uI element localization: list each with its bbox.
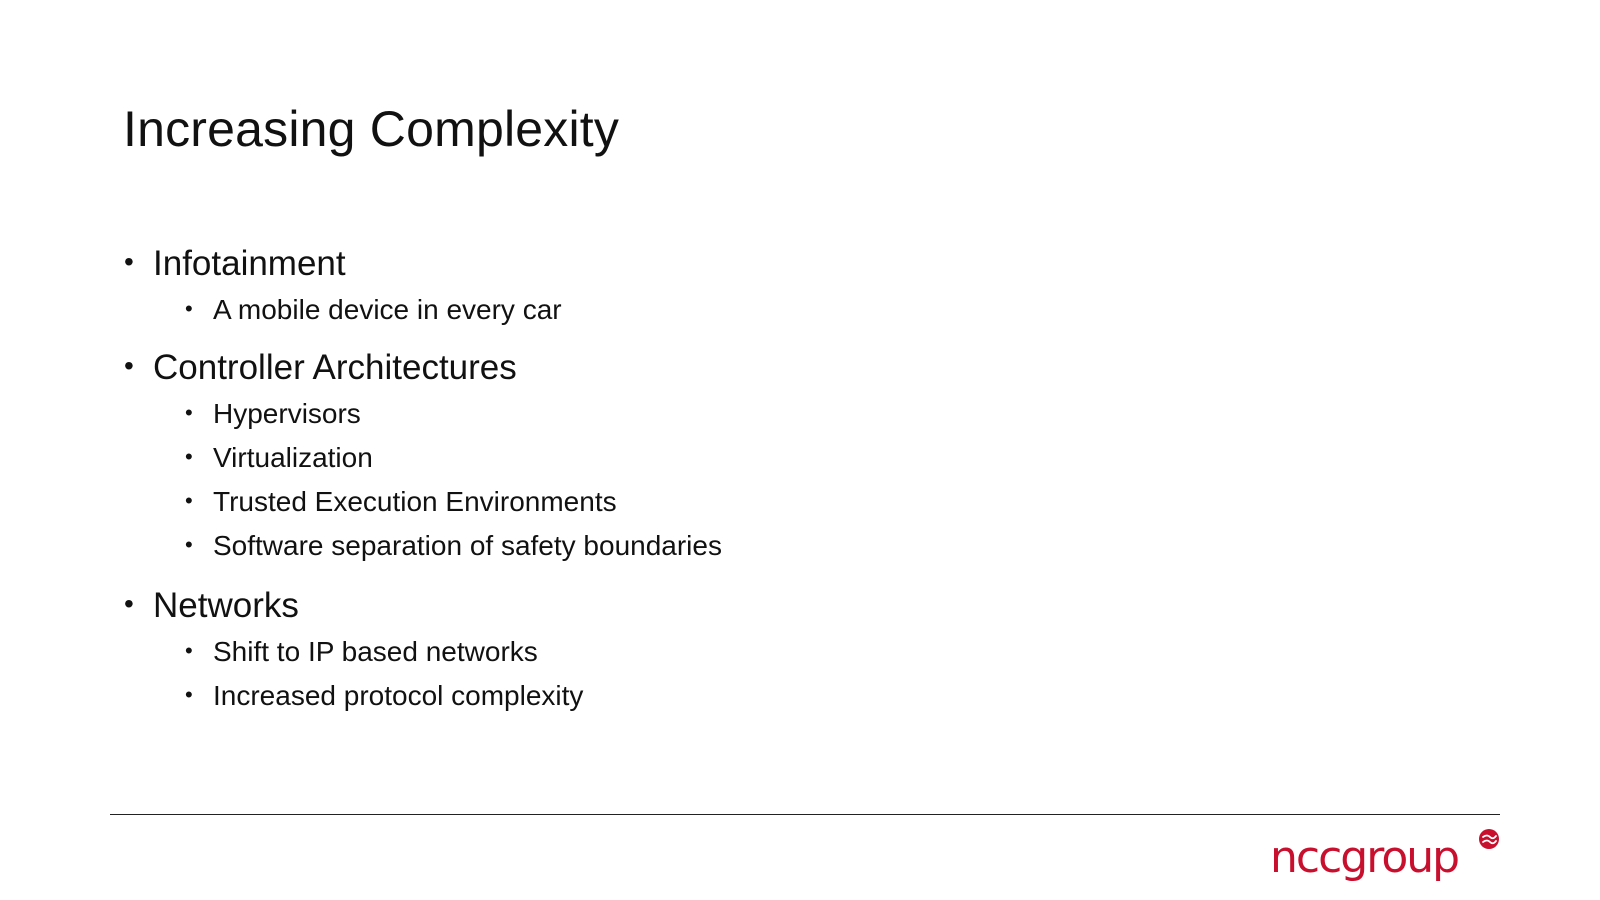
bullet-dot: • bbox=[185, 296, 193, 321]
slide-title: Increasing Complexity bbox=[123, 101, 620, 157]
bullet-dot: • bbox=[124, 246, 134, 277]
sub-bullet-label: Shift to IP based networks bbox=[213, 636, 538, 667]
sub-bullet-label: Virtualization bbox=[213, 442, 373, 473]
sub-bullet-item bbox=[185, 442, 373, 473]
sub-bullet-item bbox=[185, 398, 361, 429]
sub-bullet-label: Hypervisors bbox=[213, 398, 361, 429]
sub-bullet-item bbox=[185, 530, 722, 561]
bullet-dot: • bbox=[185, 638, 193, 663]
bullet-dot: • bbox=[185, 532, 193, 557]
sub-bullet-label: Increased protocol complexity bbox=[213, 680, 584, 711]
sub-bullet-item bbox=[185, 636, 538, 667]
bullet-dot: • bbox=[124, 588, 134, 619]
bullet-dot: • bbox=[124, 350, 134, 381]
sub-bullet-label: A mobile device in every car bbox=[213, 294, 562, 325]
bullet-dot: • bbox=[185, 400, 193, 425]
sub-bullet-item bbox=[185, 294, 562, 325]
nccgroup-logo bbox=[1270, 828, 1500, 894]
logo-wordmark: nccgroup bbox=[1270, 832, 1459, 883]
sub-bullet-label: Software separation of safety boundaries bbox=[213, 530, 722, 561]
sub-bullet-item bbox=[185, 486, 617, 517]
sub-bullet-item bbox=[185, 680, 584, 711]
bullet-item-infotainment bbox=[124, 244, 346, 283]
logo-mark-icon bbox=[1478, 828, 1500, 850]
footer-divider bbox=[110, 814, 1500, 815]
bullet-label: Controller Architectures bbox=[153, 348, 517, 387]
bullet-label: Networks bbox=[153, 586, 299, 625]
bullet-label: Infotainment bbox=[153, 244, 346, 283]
bullet-dot: • bbox=[185, 682, 193, 707]
sub-bullet-label: Trusted Execution Environments bbox=[213, 486, 617, 517]
bullet-dot: • bbox=[185, 488, 193, 513]
bullet-dot: • bbox=[185, 444, 193, 469]
bullet-item-controller-architectures bbox=[124, 348, 517, 387]
bullet-item-networks bbox=[124, 586, 299, 625]
